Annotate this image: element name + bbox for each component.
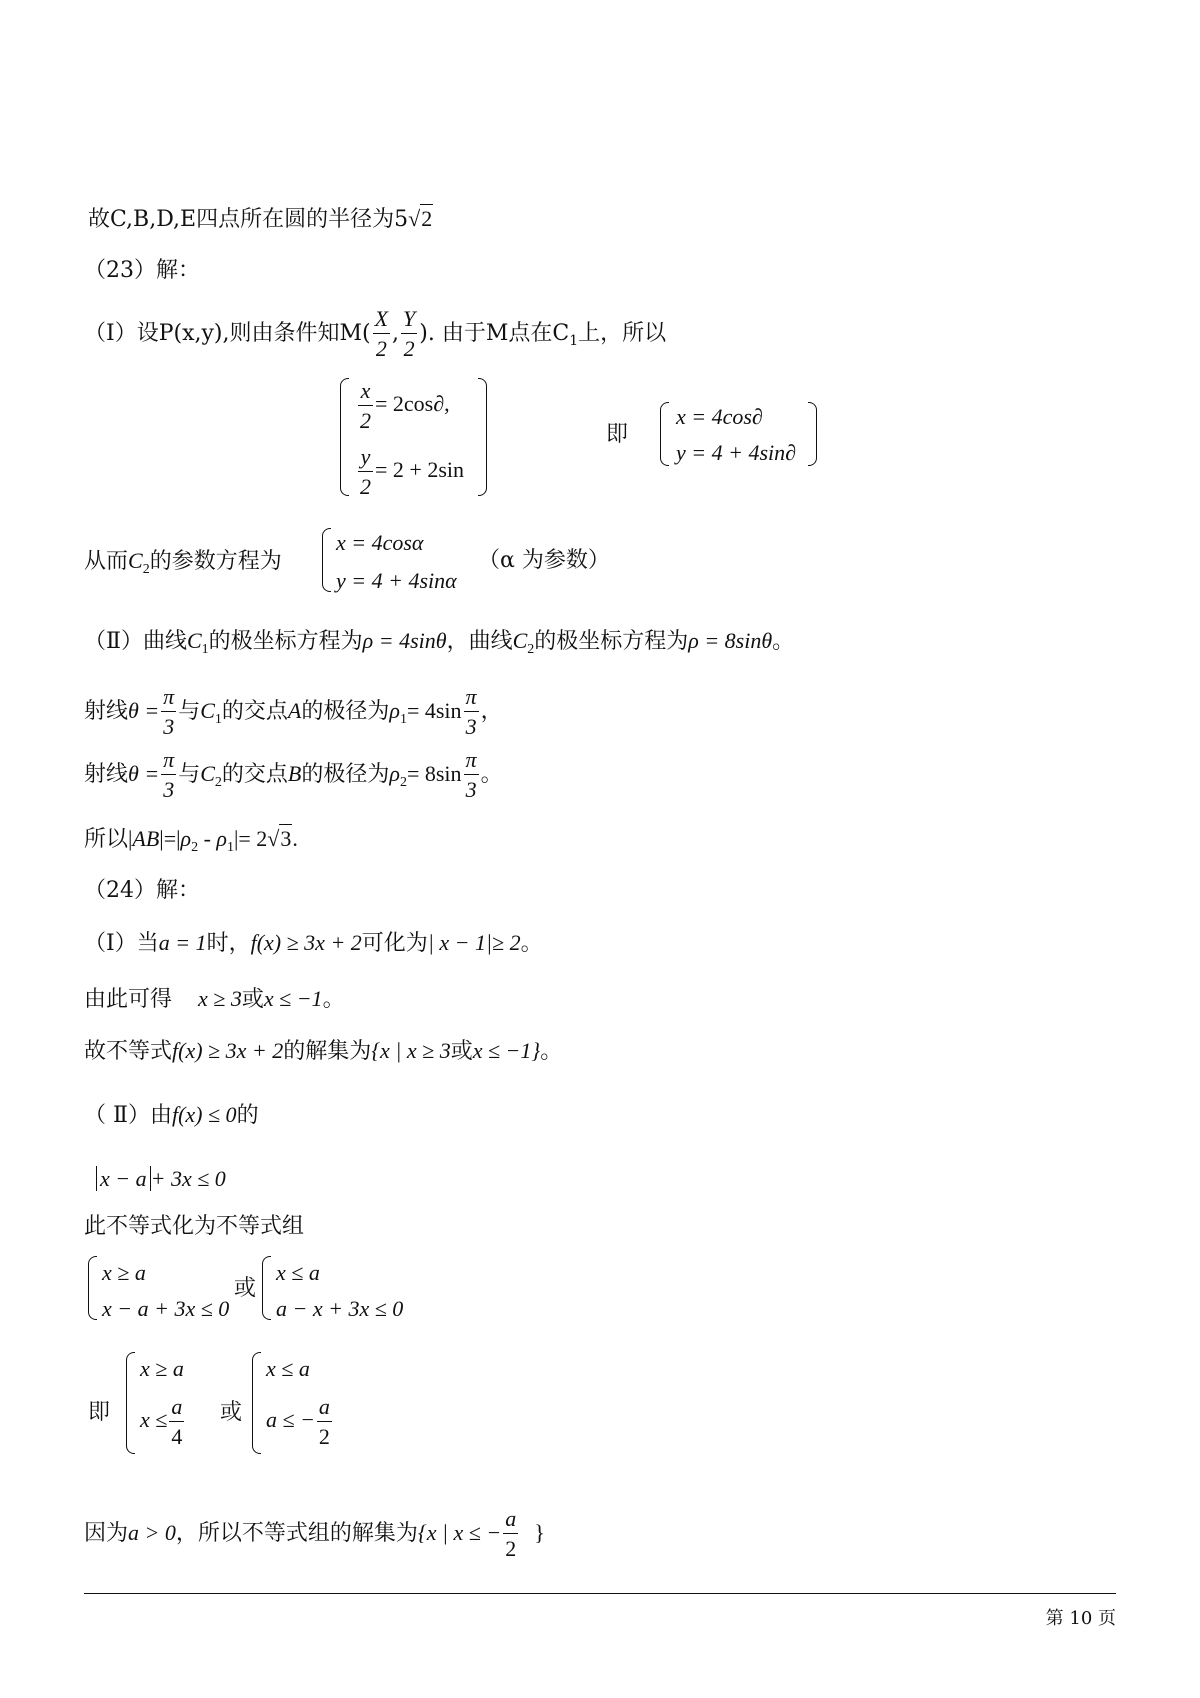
ray-pre: 射线 bbox=[84, 762, 129, 787]
frac-num: π bbox=[464, 686, 479, 712]
ji-label: 即 bbox=[606, 422, 629, 447]
p2-mid3: 的极坐标方程为 bbox=[534, 629, 689, 654]
set: {x | x ≤ − bbox=[417, 1520, 502, 1545]
rhs: = 2 + 2sin bbox=[375, 457, 464, 483]
ineq-system-text: 此不等式化为不等式组 bbox=[84, 1214, 305, 1239]
q24-part1-line bbox=[84, 932, 543, 955]
param-row1: x = 4cosα bbox=[336, 530, 424, 555]
sqrt-value: 3 bbox=[280, 826, 292, 851]
ray2-line bbox=[84, 749, 503, 801]
ray-pre: 射线 bbox=[84, 699, 129, 724]
curve-c: C bbox=[200, 698, 215, 723]
point-a: A bbox=[287, 698, 302, 723]
frac-den: 3 bbox=[163, 714, 175, 739]
p2-pre: 由此可得 bbox=[84, 987, 173, 1012]
subscript: 1 bbox=[569, 333, 579, 349]
system2-row2: y = 4 + 4sin∂ bbox=[676, 440, 797, 465]
system1-row2 bbox=[356, 446, 464, 498]
eq2: ρ = 8sinθ bbox=[688, 628, 773, 653]
p2-end: 。 bbox=[322, 987, 345, 1012]
rho: ρ bbox=[389, 698, 400, 723]
ray-mid: 与 bbox=[178, 699, 201, 724]
p3-pre: 故不等式 bbox=[84, 1039, 173, 1064]
param-brace bbox=[322, 528, 331, 592]
ineq: f(x) ≤ 0 bbox=[171, 1102, 237, 1127]
subscript: 1 bbox=[226, 840, 234, 855]
curve-c: C bbox=[128, 548, 143, 573]
system1-row1 bbox=[356, 380, 450, 432]
sysA-brace bbox=[88, 1256, 97, 1320]
ineq: f(x) ≥ 3x + 2 bbox=[250, 930, 362, 955]
or: 或 bbox=[241, 987, 264, 1012]
ray-mid2: 的交点 bbox=[221, 699, 288, 724]
frac-den: 3 bbox=[465, 777, 477, 802]
param-mid: 的参数方程为 bbox=[149, 549, 282, 574]
frac-a-over-2 bbox=[503, 1508, 518, 1560]
param-line bbox=[84, 550, 282, 577]
rho: ρ bbox=[389, 761, 400, 786]
final-line bbox=[84, 1508, 545, 1560]
sysC-row1: x ≥ a bbox=[140, 1356, 184, 1381]
comma: , bbox=[392, 321, 400, 346]
frac-num: a bbox=[169, 1396, 184, 1422]
frac-num: π bbox=[161, 686, 176, 712]
p3-end: 。 bbox=[540, 1039, 563, 1064]
p2-end: 。 bbox=[772, 629, 795, 654]
sysC-row2 bbox=[140, 1396, 186, 1448]
sysD-row1: x ≤ a bbox=[266, 1356, 310, 1381]
sqrt-value: 2 bbox=[421, 206, 433, 231]
curve-c: C bbox=[186, 628, 202, 653]
q23-part1-line bbox=[84, 308, 666, 360]
frac-num: a bbox=[503, 1508, 518, 1534]
q23-p1-post: ). 由于M点在C bbox=[419, 321, 570, 346]
rhs: = 2cos∂, bbox=[375, 391, 450, 417]
cond: a > 0 bbox=[128, 1520, 176, 1545]
frac-pi-3 bbox=[161, 686, 176, 738]
eq1: ρ = 4sinθ bbox=[362, 628, 447, 653]
subscript: 2 bbox=[399, 775, 407, 790]
ray-end: 。 bbox=[480, 762, 503, 787]
page-number: 第 10 页 bbox=[1045, 1608, 1116, 1629]
system1-right-brace bbox=[478, 378, 487, 496]
ab-line bbox=[84, 828, 298, 855]
ab-mid: |=| bbox=[159, 826, 181, 851]
theta: θ = bbox=[128, 761, 160, 786]
q24-solset-line bbox=[84, 1040, 562, 1063]
abs-ineq-line bbox=[96, 1168, 226, 1190]
point-b: B bbox=[287, 761, 302, 786]
set2: x ≤ −1} bbox=[472, 1038, 541, 1063]
frac bbox=[358, 446, 373, 498]
row-pre: x ≤ bbox=[140, 1407, 168, 1433]
frac-den: 2 bbox=[505, 1536, 517, 1561]
frac-den: 4 bbox=[171, 1424, 183, 1449]
p2-pre: （Ⅱ）曲线 bbox=[84, 629, 187, 654]
q23-p1-pre: （I）设P(x,y),则由条件知M( bbox=[84, 321, 371, 346]
p1-mid: 时， bbox=[206, 931, 251, 956]
ineq: f(x) ≥ 3x + 2 bbox=[172, 1038, 284, 1063]
frac-num: X bbox=[373, 308, 390, 334]
frac-x-over-2 bbox=[373, 308, 390, 360]
q23-p1-post2: 上，所以 bbox=[578, 321, 667, 346]
frac-num: a bbox=[317, 1396, 332, 1422]
q23-heading: （23）解： bbox=[84, 258, 200, 283]
p1-pre: （Ⅰ）当 bbox=[84, 931, 159, 956]
p1-end: 。 bbox=[520, 931, 543, 956]
p4-pre: （ Ⅱ）由 bbox=[84, 1103, 172, 1128]
cond: a = 1 bbox=[158, 930, 207, 955]
abs-rest: + 3x ≤ 0 bbox=[150, 1166, 226, 1191]
frac-num: x bbox=[358, 380, 373, 406]
sysA-row2: x − a + 3x ≤ 0 bbox=[102, 1296, 230, 1321]
final-mid: ，所以不等式组的解集为 bbox=[175, 1521, 418, 1546]
ray-eq: = 8sin bbox=[406, 761, 462, 786]
ab: AB bbox=[132, 826, 160, 851]
curve-c: C bbox=[512, 628, 528, 653]
ab-eq: |= 2 bbox=[233, 826, 268, 851]
p1-mid2: 可化为 bbox=[361, 931, 428, 956]
ray-mid3: 的极径为 bbox=[301, 699, 390, 724]
subscript: 1 bbox=[214, 712, 222, 727]
subscript: 2 bbox=[214, 775, 222, 790]
frac-pi-3 bbox=[464, 686, 479, 738]
or: 或 bbox=[450, 1039, 473, 1064]
sysB-brace bbox=[262, 1256, 271, 1320]
frac-den: 2 bbox=[403, 336, 415, 361]
row-pre: a ≤ − bbox=[266, 1407, 315, 1433]
ray-mid3: 的极径为 bbox=[301, 762, 390, 787]
minus: - bbox=[198, 826, 217, 851]
theta: θ = bbox=[128, 698, 160, 723]
q23-part2-line bbox=[84, 630, 794, 657]
or-2: 或 bbox=[220, 1400, 243, 1425]
final-end: } bbox=[534, 1520, 545, 1545]
curve-c: C bbox=[200, 761, 215, 786]
sysC-brace bbox=[126, 1352, 135, 1454]
ab-end: . bbox=[292, 826, 298, 851]
q24-heading: （24）解： bbox=[84, 878, 200, 903]
radius-line bbox=[88, 208, 433, 231]
frac-a-over-2 bbox=[317, 1396, 332, 1448]
ab-pre: 所以| bbox=[84, 826, 133, 851]
frac-den: 2 bbox=[360, 474, 371, 499]
p2-mid2: ，曲线 bbox=[446, 629, 513, 654]
frac bbox=[358, 380, 373, 432]
frac-a-over-4 bbox=[169, 1396, 184, 1448]
rho: ρ bbox=[180, 826, 192, 851]
p4-end: 的 bbox=[236, 1103, 259, 1128]
sol2: x ≤ −1 bbox=[263, 986, 323, 1011]
sysD-brace bbox=[252, 1352, 261, 1454]
sysB-row2: a − x + 3x ≤ 0 bbox=[276, 1296, 404, 1321]
frac-num: y bbox=[358, 446, 373, 472]
frac-y-over-2 bbox=[401, 308, 417, 360]
subscript: 1 bbox=[399, 712, 407, 727]
frac-num: Y bbox=[401, 308, 417, 334]
sol: x ≥ 3 bbox=[198, 986, 242, 1011]
system2-left-brace bbox=[660, 402, 669, 466]
param-note: （α 为参数） bbox=[478, 548, 610, 573]
q24-part2-line bbox=[84, 1104, 259, 1127]
subscript: 1 bbox=[201, 642, 209, 657]
frac-den: 2 bbox=[318, 1424, 330, 1449]
subscript: 2 bbox=[142, 562, 150, 577]
sqrt-radical: √ bbox=[408, 206, 421, 231]
radius-text: 故C,B,D,E四点所在圆的半径为5 bbox=[88, 207, 409, 232]
sysA-row1: x ≥ a bbox=[102, 1260, 146, 1285]
subscript: 2 bbox=[191, 840, 199, 855]
ray-mid2: 的交点 bbox=[221, 762, 288, 787]
sqrt-radical: √ bbox=[267, 826, 280, 851]
frac-num: π bbox=[464, 749, 479, 775]
or-1: 或 bbox=[234, 1276, 257, 1301]
ray-end: ， bbox=[480, 699, 503, 724]
system2-row1: x = 4cos∂ bbox=[676, 404, 763, 429]
footer-rule bbox=[84, 1593, 1116, 1594]
frac-pi-3 bbox=[464, 749, 479, 801]
frac-den: 2 bbox=[375, 336, 387, 361]
final-pre: 因为 bbox=[84, 1521, 129, 1546]
ray1-line bbox=[84, 686, 503, 738]
frac-pi-3 bbox=[161, 749, 176, 801]
ray-eq: = 4sin bbox=[406, 698, 462, 723]
subscript: 2 bbox=[527, 642, 535, 657]
frac-num: π bbox=[161, 749, 176, 775]
system2-right-brace bbox=[808, 402, 817, 466]
abs-value: x − a bbox=[96, 1166, 151, 1191]
param-pre: 从而 bbox=[84, 549, 129, 574]
abs: | x − 1|≥ 2 bbox=[427, 930, 521, 955]
sysD-row2 bbox=[266, 1396, 334, 1448]
q24-sol-line bbox=[84, 988, 345, 1011]
p2-mid1: 的极坐标方程为 bbox=[208, 629, 363, 654]
frac-den: 3 bbox=[465, 714, 477, 739]
rho: ρ bbox=[216, 826, 227, 851]
ray-mid: 与 bbox=[178, 762, 201, 787]
sysB-row1: x ≤ a bbox=[276, 1260, 320, 1285]
param-row2: y = 4 + 4sinα bbox=[336, 568, 457, 593]
set: {x | x ≥ 3 bbox=[371, 1038, 451, 1063]
ji-label-2: 即 bbox=[88, 1400, 111, 1425]
frac-den: 2 bbox=[360, 408, 371, 433]
frac-den: 3 bbox=[163, 777, 175, 802]
system1-left-brace bbox=[340, 378, 349, 496]
p3-mid: 的解集为 bbox=[283, 1039, 372, 1064]
